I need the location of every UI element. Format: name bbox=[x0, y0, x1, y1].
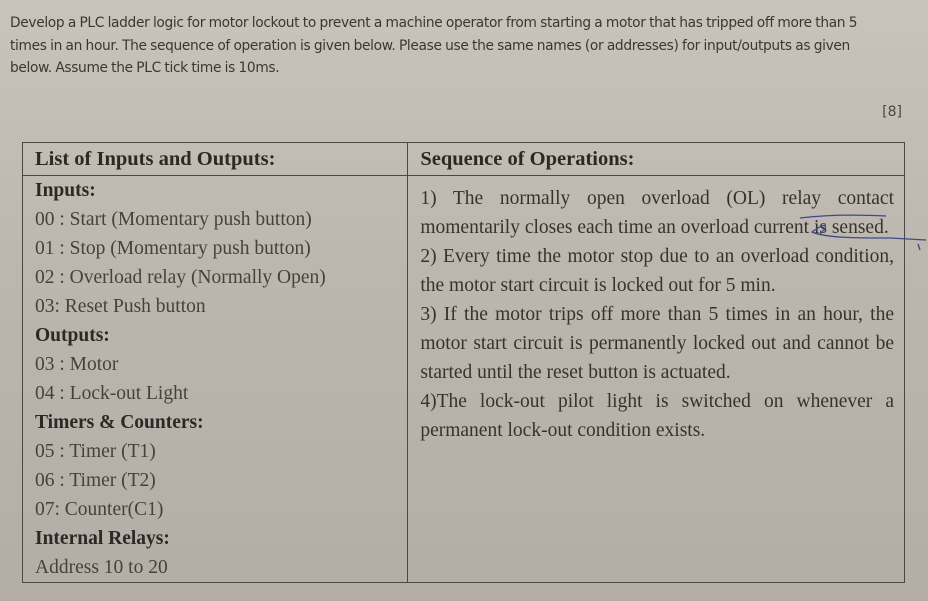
question-text: Develop a PLC ladder logic for motor lockout to prevent a machine operator from starting a motor that has tripped off more than 5 times in an hour. The sequence of operation is given below. Please use the same names (or addresses) for input/outputs as given below. Assume the PLC tick time is 10ms. bbox=[10, 15, 858, 76]
io-item: 03 : Motor bbox=[35, 354, 119, 375]
sequence-step-1: 1) The normally open overload (OL) relay contact momentarily closes each time an overload current is sensed. bbox=[420, 188, 894, 238]
io-item: 00 : Start (Momentary push button) bbox=[35, 209, 312, 230]
group-timers-title: Timers & Counters: bbox=[35, 412, 204, 433]
group-internal-relays-title: Internal Relays: bbox=[35, 528, 170, 549]
io-sequence-table bbox=[22, 142, 905, 583]
marks-label: [8] bbox=[882, 104, 902, 120]
io-item: 01 : Stop (Momentary push button) bbox=[35, 238, 311, 259]
io-list-cell bbox=[23, 176, 408, 583]
header-sequence: Sequence of Operations: bbox=[408, 143, 905, 176]
group-outputs-title: Outputs: bbox=[35, 325, 110, 346]
io-item: 03: Reset Push button bbox=[35, 296, 206, 317]
group-inputs-title: Inputs: bbox=[35, 180, 96, 201]
io-item: Address 10 to 20 bbox=[35, 557, 168, 578]
io-item: 07: Counter(C1) bbox=[35, 499, 164, 520]
table-body-row bbox=[23, 176, 905, 583]
io-item: 05 : Timer (T1) bbox=[35, 441, 156, 462]
sequence-step-4: 4)The lock-out pilot light is switched on whenever a permanent lock-out condition exists. bbox=[420, 391, 894, 441]
io-item: 02 : Overload relay (Normally Open) bbox=[35, 267, 326, 288]
table-header-row bbox=[23, 143, 905, 176]
io-item: 06 : Timer (T2) bbox=[35, 470, 156, 491]
sequence-cell bbox=[408, 176, 905, 583]
sequence-step-3: 3) If the motor trips off more than 5 times in an hour, the motor start circuit is permanently locked out and cannot be started until the reset button is actuated. bbox=[420, 304, 894, 383]
io-item: 04 : Lock-out Light bbox=[35, 383, 189, 404]
sequence-step-2: 2) Every time the motor stop due to an overload condition, the motor start circuit is locked out for 5 min. bbox=[420, 246, 894, 296]
header-io-list: List of Inputs and Outputs: bbox=[23, 143, 408, 176]
